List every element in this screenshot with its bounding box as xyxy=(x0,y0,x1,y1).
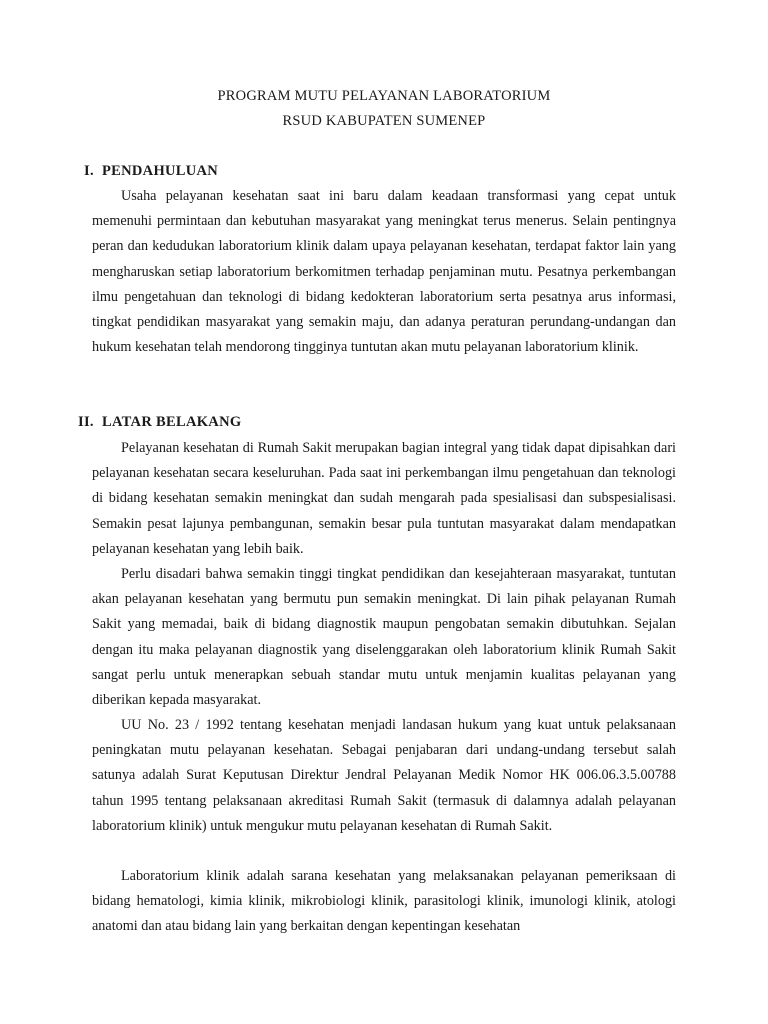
paragraph: Usaha pelayanan kesehatan saat ini baru dalam keadaan transformasi yang cepat untuk memenuhi permintaan dan kebutuhan masyarakat yang meningkat terus menerus. Selain pentingnya peran dan kedudukan laboratorium klinik dalam upaya pelayanan kesehatan, terdapat faktor lain yang mengharuskan setiap laboratorium berkomitmen terhadap penjaminan mutu. Pesatnya perkembangan ilmu pengetahuan dan teknologi di bidang kedokteran laboratorium serta pesatnya arus informasi, tingkat pendidikan masyarakat yang semakin maju, dan adanya peraturan perundang-undangan dan hukum kesehatan telah mendorong tingginya tuntutan akan mutu pelayanan laboratorium klinik. xyxy=(92,188,676,356)
section-title: LATAR BELAKANG xyxy=(102,414,242,430)
section-heading-latar-belakang xyxy=(78,414,241,431)
section-title: PENDAHULUAN xyxy=(102,163,219,179)
document-title: PROGRAM MUTU PELAYANAN LABORATORIUM xyxy=(217,88,551,104)
section-heading-pendahuluan xyxy=(84,163,218,180)
paragraph: Pelayanan kesehatan di Rumah Sakit merupakan bagian integral yang tidak dapat dipisahkan dari pelayanan kesehatan secara keseluruhan. Pada saat ini perkembangan ilmu pengetahuan dan teknologi di bidang kesehatan semakin meningkat dan sudah mengarah pada spesialisasi dan subspesialisasi. Semakin pesat lajunya pembangunan, semakin besar pula tuntutan masyarakat dalam mendapatkan pelayanan kesehatan yang lebih baik. xyxy=(92,440,676,557)
document-subtitle: RSUD KABUPATEN SUMENEP xyxy=(282,113,486,129)
section-number: I. xyxy=(84,163,94,179)
paragraph: Perlu disadari bahwa semakin tinggi tingkat pendidikan dan kesejahteraan masyarakat, tuntutan akan pelayanan kesehatan yang bermutu pun semakin meningkat. Di lain pihak pelayanan Rumah Sakit yang memadai, baik di bidang diagnostik maupun pengobatan semakin dibutuhkan. Sejalan dengan itu maka pelayanan diagnostik yang diselenggarakan oleh laboratorium klinik Rumah Sakit sangat perlu untuk menerapkan sebuah standar mutu untuk menjamin kualitas pelayanan yang diberikan kepada masyarakat. xyxy=(92,566,676,709)
section-number: II. xyxy=(78,414,94,430)
paragraph: Laboratorium klinik adalah sarana kesehatan yang melaksanakan pelayanan pemeriksaan di bidang hematologi, kimia klinik, mikrobiologi klinik, parasitologi klinik, imunologi klinik, atologi anatomi dan atau bidang lain yang berkaitan dengan kepentingan kesehatan xyxy=(92,868,676,935)
paragraph: UU No. 23 / 1992 tentang kesehatan menjadi landasan hukum yang kuat untuk pelaksanaan peningkatan mutu pelayanan kesehatan. Sebagai penjabaran dari undang-undang tersebut salah satunya adalah Surat Keputusan Direktur Jendral Pelayanan Medik Nomor HK 006.06.3.5.00788 tahun 1995 tentang pelaksanaan akreditasi Rumah Sakit (termasuk di dalamnya adalah pelayanan laboratorium klinik) untuk mengukur mutu pelayanan kesehatan di Rumah Sakit. xyxy=(92,717,676,834)
